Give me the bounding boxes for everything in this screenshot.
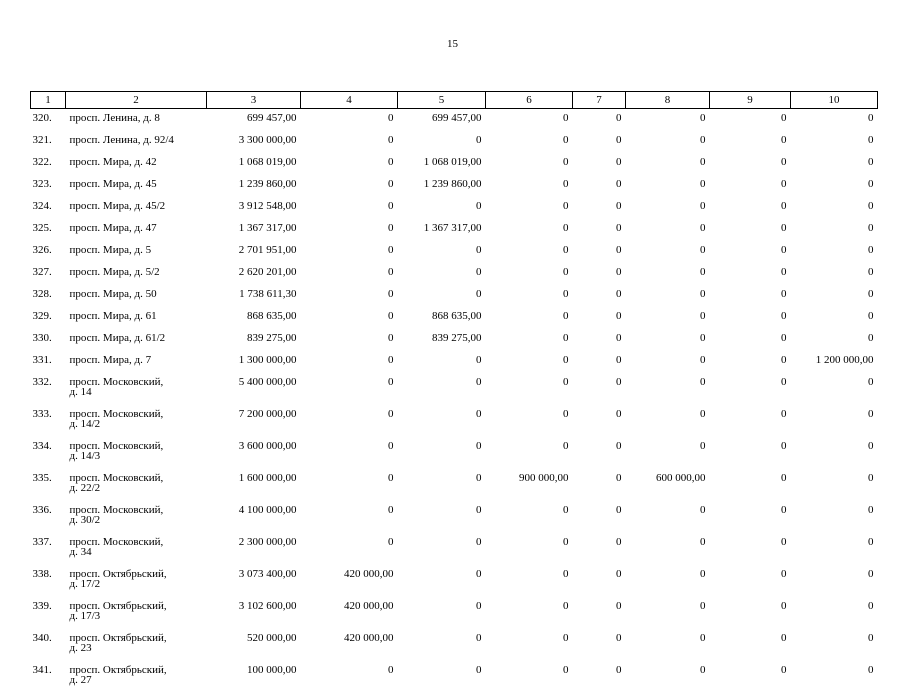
page-number: 15 (447, 38, 458, 50)
value-cell-c7: 0 (616, 472, 622, 484)
value-cell-c9: 0 (781, 664, 787, 676)
table-row (31, 109, 878, 132)
value-cell-c8: 0 (700, 244, 706, 256)
value-cell-c8: 0 (700, 266, 706, 278)
value-cell-c7: 0 (616, 156, 622, 168)
value-cell-c6: 0 (563, 244, 569, 256)
row-number: 323. (32, 178, 52, 190)
value-cell-c9: 0 (781, 288, 787, 300)
value-cell-c8: 0 (700, 408, 706, 420)
col-header-1: 1 (31, 92, 66, 109)
value-cell-c10: 0 (868, 156, 874, 168)
value-cell-c6: 0 (563, 112, 569, 124)
value-cell-c9: 0 (781, 266, 787, 278)
value-cell-c9: 0 (781, 332, 787, 344)
value-cell-c4: 0 (388, 536, 394, 548)
table-row (31, 629, 878, 661)
value-cell-c4: 0 (388, 156, 394, 168)
address-line: просп. Московский, (69, 472, 164, 484)
table-row (31, 533, 878, 565)
value-cell-c3: 3 102 600,00 (238, 600, 297, 612)
row-number: 334. (32, 440, 52, 452)
address-line: просп. Мира, д. 5/2 (69, 266, 160, 278)
value-cell-c10: 0 (868, 376, 874, 388)
row-number: 320. (32, 112, 52, 124)
value-cell-c10: 0 (868, 600, 874, 612)
value-cell-c9: 0 (781, 134, 787, 146)
row-number: 341. (32, 664, 52, 676)
address-line: просп. Мира, д. 7 (69, 354, 152, 366)
value-cell-c8: 0 (700, 134, 706, 146)
value-cell-c6: 0 (563, 178, 569, 190)
value-cell-c6: 0 (563, 156, 569, 168)
value-cell-c10: 0 (868, 112, 874, 124)
value-cell-c7: 0 (616, 504, 622, 516)
address-cell (66, 501, 207, 533)
col-header-5: 5 (398, 92, 486, 109)
value-cell-c9: 0 (781, 408, 787, 420)
value-cell-c5: 0 (476, 408, 482, 420)
table-row (31, 437, 878, 469)
row-number: 326. (32, 244, 52, 256)
value-cell-c3: 1 600 000,00 (238, 472, 297, 484)
value-cell-c3: 3 300 000,00 (238, 134, 297, 146)
value-cell-c5: 0 (476, 664, 482, 676)
address-line: просп. Ленина, д. 92/4 (69, 134, 174, 146)
value-cell-c6: 0 (563, 200, 569, 212)
value-cell-c5: 839 275,00 (432, 332, 482, 344)
value-cell-c6: 0 (563, 354, 569, 366)
value-cell-c6: 0 (563, 632, 569, 644)
value-cell-c8: 0 (700, 664, 706, 676)
address-line: просп. Октябрьский, (69, 632, 167, 644)
value-cell-c7: 0 (616, 536, 622, 548)
value-cell-c9: 0 (781, 178, 787, 190)
address-line: просп. Мира, д. 50 (69, 288, 157, 300)
value-cell-c6: 0 (563, 504, 569, 516)
value-cell-c9: 0 (781, 112, 787, 124)
value-cell-c3: 3 912 548,00 (238, 200, 297, 212)
col-header-7: 7 (573, 92, 626, 109)
value-cell-c10: 0 (868, 408, 874, 420)
value-cell-c7: 0 (616, 222, 622, 234)
value-cell-c4: 420 000,00 (344, 600, 394, 612)
value-cell-c5: 0 (476, 288, 482, 300)
col-header-9: 9 (710, 92, 791, 109)
address-cell (66, 241, 207, 263)
value-cell-c10: 1 200 000,00 (815, 354, 874, 366)
row-number: 328. (32, 288, 52, 300)
address-cell (66, 285, 207, 307)
address-line: просп. Октябрьский, (69, 664, 167, 676)
value-cell-c3: 1 367 317,00 (238, 222, 297, 234)
value-cell-c5: 1 068 019,00 (423, 156, 482, 168)
value-cell-c6: 0 (563, 222, 569, 234)
value-cell-c6: 0 (563, 568, 569, 580)
address-line: просп. Московский, (69, 376, 164, 388)
row-number: 331. (32, 354, 52, 366)
address-line: д. 14/3 (69, 450, 101, 462)
row-number: 329. (32, 310, 52, 322)
value-cell-c3: 699 457,00 (247, 112, 297, 124)
value-cell-c3: 2 620 201,00 (238, 266, 297, 278)
value-cell-c5: 0 (476, 266, 482, 278)
value-cell-c5: 0 (476, 632, 482, 644)
address-line: просп. Ленина, д. 8 (69, 112, 160, 124)
table-row (31, 351, 878, 373)
value-cell-c4: 0 (388, 332, 394, 344)
address-line: просп. Мира, д. 45/2 (69, 200, 166, 212)
row-number: 333. (32, 408, 52, 420)
address-cell (66, 661, 207, 693)
value-cell-c9: 0 (781, 600, 787, 612)
value-cell-c4: 0 (388, 178, 394, 190)
row-number: 339. (32, 600, 52, 612)
col-header-2: 2 (66, 92, 207, 109)
address-line: просп. Мира, д. 45 (69, 178, 157, 190)
value-cell-c6: 0 (563, 310, 569, 322)
value-cell-c10: 0 (868, 200, 874, 212)
value-cell-c7: 0 (616, 178, 622, 190)
value-cell-c10: 0 (868, 266, 874, 278)
address-cell (66, 175, 207, 197)
value-cell-c6: 0 (563, 332, 569, 344)
value-cell-c4: 0 (388, 200, 394, 212)
value-cell-c4: 0 (388, 244, 394, 256)
value-cell-c6: 0 (563, 288, 569, 300)
value-cell-c4: 0 (388, 408, 394, 420)
value-cell-c7: 0 (616, 568, 622, 580)
value-cell-c7: 0 (616, 354, 622, 366)
value-cell-c10: 0 (868, 244, 874, 256)
value-cell-c7: 0 (616, 244, 622, 256)
address-cell (66, 351, 207, 373)
value-cell-c10: 0 (868, 440, 874, 452)
table-row (31, 597, 878, 629)
value-cell-c5: 1 239 860,00 (423, 178, 482, 190)
value-cell-c9: 0 (781, 376, 787, 388)
col-header-6: 6 (486, 92, 573, 109)
value-cell-c10: 0 (868, 632, 874, 644)
row-number: 332. (32, 376, 52, 388)
value-cell-c9: 0 (781, 472, 787, 484)
address-line: д. 17/2 (69, 578, 101, 590)
value-cell-c10: 0 (868, 568, 874, 580)
value-cell-c10: 0 (868, 288, 874, 300)
value-cell-c5: 0 (476, 600, 482, 612)
value-cell-c3: 868 635,00 (247, 310, 297, 322)
value-cell-c8: 0 (700, 568, 706, 580)
row-number: 325. (32, 222, 52, 234)
value-cell-c10: 0 (868, 178, 874, 190)
table-row (31, 131, 878, 153)
table-row (31, 241, 878, 263)
value-cell-c7: 0 (616, 440, 622, 452)
address-line: просп. Московский, (69, 440, 164, 452)
address-cell (66, 307, 207, 329)
value-cell-c6: 900 000,00 (519, 472, 569, 484)
address-cell (66, 469, 207, 501)
value-cell-c8: 0 (700, 112, 706, 124)
value-cell-c7: 0 (616, 332, 622, 344)
value-cell-c9: 0 (781, 354, 787, 366)
address-line: просп. Московский, (69, 536, 164, 548)
row-number: 340. (32, 632, 52, 644)
address-line: просп. Мира, д. 61 (69, 310, 157, 322)
col-header-4: 4 (301, 92, 398, 109)
value-cell-c6: 0 (563, 266, 569, 278)
value-cell-c8: 0 (700, 536, 706, 548)
address-line: д. 14/2 (69, 418, 101, 430)
address-cell (66, 373, 207, 405)
address-line: просп. Октябрьский, (69, 568, 167, 580)
value-cell-c9: 0 (781, 156, 787, 168)
address-cell (66, 109, 207, 132)
value-cell-c4: 0 (388, 440, 394, 452)
value-cell-c9: 0 (781, 504, 787, 516)
address-line: просп. Московский, (69, 408, 164, 420)
address-cell (66, 219, 207, 241)
value-cell-c9: 0 (781, 310, 787, 322)
value-cell-c4: 0 (388, 134, 394, 146)
value-cell-c7: 0 (616, 266, 622, 278)
address-line: д. 23 (69, 642, 92, 654)
address-line: д. 34 (69, 546, 92, 558)
table-row (31, 197, 878, 219)
value-cell-c8: 0 (700, 632, 706, 644)
value-cell-c5: 868 635,00 (432, 310, 482, 322)
table-row (31, 285, 878, 307)
address-line: д. 27 (69, 674, 92, 686)
value-cell-c9: 0 (781, 568, 787, 580)
table-row (31, 153, 878, 175)
address-cell (66, 565, 207, 597)
value-cell-c6: 0 (563, 664, 569, 676)
value-cell-c7: 0 (616, 376, 622, 388)
value-cell-c3: 3 073 400,00 (238, 568, 297, 580)
value-cell-c3: 1 068 019,00 (238, 156, 297, 168)
value-cell-c8: 0 (700, 504, 706, 516)
address-cell (66, 597, 207, 629)
table-row (31, 219, 878, 241)
value-cell-c7: 0 (616, 112, 622, 124)
address-cell (66, 405, 207, 437)
value-cell-c6: 0 (563, 408, 569, 420)
address-line: просп. Московский, (69, 504, 164, 516)
value-cell-c3: 4 100 000,00 (238, 504, 297, 516)
value-cell-c8: 0 (700, 200, 706, 212)
budget-table (30, 91, 878, 693)
address-cell (66, 629, 207, 661)
value-cell-c4: 0 (388, 112, 394, 124)
value-cell-c3: 2 300 000,00 (238, 536, 297, 548)
col-header-10: 10 (791, 92, 878, 109)
table-row (31, 373, 878, 405)
value-cell-c7: 0 (616, 600, 622, 612)
value-cell-c7: 0 (616, 664, 622, 676)
value-cell-c5: 0 (476, 504, 482, 516)
row-number: 321. (32, 134, 52, 146)
value-cell-c10: 0 (868, 332, 874, 344)
value-cell-c8: 0 (700, 310, 706, 322)
address-line: д. 14 (69, 386, 92, 398)
header-row (31, 92, 878, 109)
address-cell (66, 437, 207, 469)
value-cell-c6: 0 (563, 600, 569, 612)
value-cell-c8: 600 000,00 (656, 472, 706, 484)
table-row (31, 329, 878, 351)
address-cell (66, 153, 207, 175)
value-cell-c8: 0 (700, 440, 706, 452)
value-cell-c10: 0 (868, 664, 874, 676)
value-cell-c5: 0 (476, 536, 482, 548)
value-cell-c5: 0 (476, 134, 482, 146)
value-cell-c4: 0 (388, 288, 394, 300)
value-cell-c4: 0 (388, 472, 394, 484)
value-cell-c5: 0 (476, 440, 482, 452)
address-cell (66, 197, 207, 219)
value-cell-c3: 520 000,00 (247, 632, 297, 644)
table-row (31, 661, 878, 693)
address-line: д. 22/2 (69, 482, 101, 494)
value-cell-c7: 0 (616, 408, 622, 420)
value-cell-c7: 0 (616, 310, 622, 322)
value-cell-c10: 0 (868, 472, 874, 484)
value-cell-c5: 0 (476, 472, 482, 484)
value-cell-c7: 0 (616, 288, 622, 300)
value-cell-c5: 1 367 317,00 (423, 222, 482, 234)
value-cell-c7: 0 (616, 632, 622, 644)
table-row (31, 307, 878, 329)
value-cell-c3: 1 738 611,30 (239, 288, 297, 300)
address-line: просп. Мира, д. 61/2 (69, 332, 166, 344)
value-cell-c9: 0 (781, 244, 787, 256)
value-cell-c10: 0 (868, 134, 874, 146)
address-cell (66, 263, 207, 285)
address-line: просп. Мира, д. 47 (69, 222, 157, 234)
value-cell-c9: 0 (781, 536, 787, 548)
value-cell-c6: 0 (563, 376, 569, 388)
value-cell-c8: 0 (700, 222, 706, 234)
row-number: 330. (32, 332, 52, 344)
address-cell (66, 131, 207, 153)
row-number: 324. (32, 200, 52, 212)
value-cell-c8: 0 (700, 156, 706, 168)
address-cell (66, 329, 207, 351)
value-cell-c8: 0 (700, 288, 706, 300)
value-cell-c3: 3 600 000,00 (238, 440, 297, 452)
table-row (31, 405, 878, 437)
value-cell-c5: 699 457,00 (432, 112, 482, 124)
table-row (31, 469, 878, 501)
value-cell-c10: 0 (868, 504, 874, 516)
row-number: 327. (32, 266, 52, 278)
row-number: 338. (32, 568, 52, 580)
value-cell-c6: 0 (563, 536, 569, 548)
value-cell-c5: 0 (476, 244, 482, 256)
address-line: просп. Мира, д. 42 (69, 156, 157, 168)
value-cell-c6: 0 (563, 134, 569, 146)
value-cell-c6: 0 (563, 440, 569, 452)
table-row (31, 175, 878, 197)
value-cell-c3: 7 200 000,00 (238, 408, 297, 420)
address-cell (66, 533, 207, 565)
value-cell-c10: 0 (868, 310, 874, 322)
value-cell-c9: 0 (781, 632, 787, 644)
value-cell-c8: 0 (700, 178, 706, 190)
value-cell-c4: 0 (388, 222, 394, 234)
value-cell-c9: 0 (781, 200, 787, 212)
value-cell-c8: 0 (700, 600, 706, 612)
value-cell-c5: 0 (476, 354, 482, 366)
address-line: д. 30/2 (69, 514, 101, 526)
table-row (31, 263, 878, 285)
address-line: просп. Мира, д. 5 (69, 244, 152, 256)
value-cell-c10: 0 (868, 536, 874, 548)
value-cell-c9: 0 (781, 222, 787, 234)
table-row (31, 501, 878, 533)
value-cell-c5: 0 (476, 376, 482, 388)
value-cell-c3: 1 239 860,00 (238, 178, 297, 190)
value-cell-c3: 1 300 000,00 (238, 354, 297, 366)
value-cell-c4: 420 000,00 (344, 568, 394, 580)
value-cell-c4: 0 (388, 376, 394, 388)
value-cell-c4: 420 000,00 (344, 632, 394, 644)
value-cell-c3: 5 400 000,00 (238, 376, 297, 388)
value-cell-c5: 0 (476, 200, 482, 212)
value-cell-c8: 0 (700, 332, 706, 344)
value-cell-c10: 0 (868, 222, 874, 234)
value-cell-c8: 0 (700, 354, 706, 366)
value-cell-c5: 0 (476, 568, 482, 580)
value-cell-c3: 2 701 951,00 (238, 244, 297, 256)
address-line: д. 17/3 (69, 610, 101, 622)
value-cell-c4: 0 (388, 354, 394, 366)
col-header-8: 8 (626, 92, 710, 109)
value-cell-c4: 0 (388, 664, 394, 676)
row-number: 337. (32, 536, 52, 548)
value-cell-c4: 0 (388, 310, 394, 322)
address-line: просп. Октябрьский, (69, 600, 167, 612)
value-cell-c9: 0 (781, 440, 787, 452)
value-cell-c3: 839 275,00 (247, 332, 297, 344)
value-cell-c4: 0 (388, 266, 394, 278)
value-cell-c8: 0 (700, 376, 706, 388)
table-row (31, 565, 878, 597)
value-cell-c4: 0 (388, 504, 394, 516)
row-number: 322. (32, 156, 52, 168)
row-number: 336. (32, 504, 52, 516)
value-cell-c3: 100 000,00 (247, 664, 297, 676)
row-number: 335. (32, 472, 52, 484)
value-cell-c7: 0 (616, 200, 622, 212)
col-header-3: 3 (207, 92, 301, 109)
value-cell-c7: 0 (616, 134, 622, 146)
